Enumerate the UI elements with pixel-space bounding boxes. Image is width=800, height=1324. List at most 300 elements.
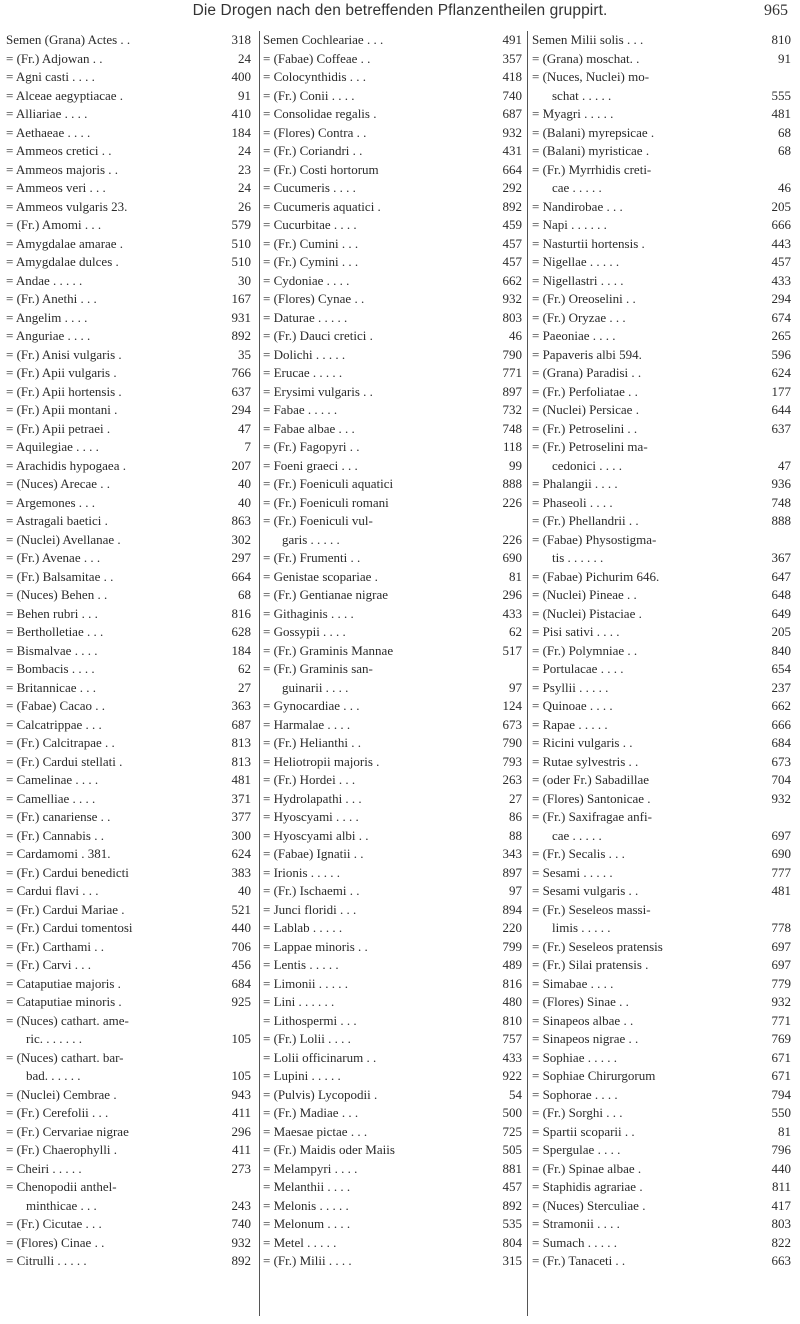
index-entry	[528, 882, 800, 901]
index-column-1	[0, 31, 259, 1316]
entry-term: = (Flores) Sinae . .	[532, 994, 629, 1009]
index-entry	[528, 309, 800, 328]
entry-page-ref: 480	[502, 994, 522, 1009]
index-entry	[260, 1197, 528, 1216]
entry-term: = (Balani) myrepsicae .	[532, 124, 655, 140]
entry-term: = Metel . . . . .	[263, 1234, 337, 1250]
entry-term: = (Nuces) cathart. bar-	[6, 1049, 124, 1065]
entry-term: = (Fr.) Cicutae . . .	[6, 1216, 102, 1231]
entry-term: = (Fr.) Spinae albae .	[532, 1160, 642, 1176]
entry-term: = Bismalvae . . . .	[6, 642, 98, 658]
entry-term: = Angelim . . . .	[6, 309, 88, 325]
entry-page-ref: 813	[231, 735, 251, 750]
entry-term: = (Fr.) Foeniculi vul-	[263, 513, 373, 528]
entry-page-ref: 357	[502, 50, 522, 66]
entry-page-ref: 690	[502, 550, 522, 565]
index-entry	[260, 623, 528, 642]
entry-term: = Fabae . . . . .	[263, 402, 338, 417]
entry-term: = Myagri . . . . .	[532, 106, 614, 121]
index-entry	[528, 31, 800, 50]
index-entry	[528, 531, 800, 550]
index-entry	[528, 790, 800, 809]
index-entry	[528, 1104, 800, 1123]
entry-page-ref: 457	[502, 1179, 522, 1194]
entry-term: = (Fr.) Avenae . . .	[6, 550, 101, 565]
entry-term: = Simabae . . . .	[532, 975, 614, 991]
entry-page-ref: 431	[502, 143, 522, 158]
index-entry	[528, 383, 800, 402]
entry-term: = Ammeos majoris . .	[6, 161, 119, 177]
entry-page-ref: 118	[502, 439, 522, 454]
index-entry	[260, 605, 528, 624]
index-entry	[260, 68, 528, 87]
entry-page-ref: 811	[771, 1179, 791, 1194]
entry-term: cae . . . . .	[552, 180, 602, 195]
index-entry	[528, 87, 800, 106]
entry-term: = Melonum . . . .	[263, 1216, 351, 1231]
entry-term: = Sesami . . . . .	[532, 864, 613, 880]
entry-term: Semen Cochleariae . . .	[263, 32, 384, 47]
index-entry	[260, 734, 528, 753]
index-entry	[260, 660, 528, 679]
entry-page-ref: 54	[509, 1086, 522, 1102]
entry-term: = (Nuclei) Persicae .	[532, 402, 639, 417]
index-entry	[0, 216, 259, 235]
entry-page-ref: 673	[502, 716, 522, 732]
entry-term: = (Nuces, Nuclei) mo-	[532, 69, 650, 84]
entry-page-ref: 664	[231, 568, 251, 584]
index-entry	[0, 1104, 259, 1123]
entry-term: = (Fr.) Cardui Mariae .	[6, 901, 125, 917]
entry-term: = (Grana) Paradisi . .	[532, 365, 642, 380]
entry-term: = (Fr.) Perfoliatae . .	[532, 383, 638, 399]
entry-page-ref: 690	[771, 846, 791, 861]
entry-page-ref: 644	[771, 402, 791, 417]
entry-term: = (Fabae) Ignatii . .	[263, 846, 364, 861]
index-entry	[260, 179, 528, 198]
index-entry	[528, 1197, 800, 1216]
entry-term: = Anguriae . . . .	[6, 328, 91, 343]
index-entry	[260, 919, 528, 938]
index-entry	[528, 827, 800, 846]
entry-term: = Phalangii . . . .	[532, 476, 618, 491]
entry-term: = Citrulli . . . . .	[6, 1253, 87, 1268]
entry-term: = Amygdalae dulces .	[6, 254, 119, 269]
entry-page-ref: 457	[502, 235, 522, 251]
index-entry	[528, 549, 800, 568]
entry-term: = Quinoae . . . .	[532, 698, 613, 713]
entry-term: = Nigellae . . . . .	[532, 254, 620, 269]
entry-page-ref: 184	[231, 642, 251, 658]
entry-page-ref: 411	[231, 1142, 251, 1157]
entry-page-ref: 177	[771, 383, 791, 399]
index-entry	[260, 1104, 528, 1123]
entry-term: = Nigellastri . . . .	[532, 272, 624, 288]
index-entry	[260, 975, 528, 994]
entry-page-ref: 167	[231, 291, 251, 306]
page-title: Die Drogen nach den betreffenden Pflanzentheilen gruppirt.	[192, 2, 608, 19]
entry-term: = (oder Fr.) Sabadillae	[532, 772, 650, 787]
entry-page-ref: 931	[231, 309, 251, 325]
index-entry	[0, 68, 259, 87]
entry-page-ref: 40	[238, 883, 251, 898]
index-entry	[528, 1086, 800, 1105]
entry-term: = Sinapeos albae . .	[532, 1012, 634, 1028]
entry-page-ref: 46	[509, 328, 522, 343]
index-entry	[528, 1123, 800, 1142]
entry-term: = Aethaeae . . . .	[6, 124, 91, 140]
entry-term: = Sinapeos nigrae . .	[532, 1031, 639, 1046]
index-entry	[0, 401, 259, 420]
entry-page-ref: 932	[502, 291, 522, 306]
entry-page-ref: 804	[502, 1234, 522, 1250]
entry-term: = (Fr.) Coriandri . .	[263, 143, 363, 158]
index-entry	[528, 901, 800, 920]
entry-page-ref: 68	[778, 143, 791, 158]
entry-term: = (Flores) Contra . .	[263, 124, 367, 140]
entry-page-ref: 932	[502, 124, 522, 140]
entry-page-ref: 296	[231, 1123, 251, 1139]
entry-term: = Bombacis . . . .	[6, 661, 95, 676]
entry-term: = (Fr.) Fagopyri . .	[263, 439, 360, 454]
entry-term: = Agni casti . . . .	[6, 69, 95, 84]
index-entry	[260, 938, 528, 957]
entry-page-ref: 505	[502, 1142, 522, 1157]
entry-page-ref: 440	[771, 1160, 791, 1176]
entry-page-ref: 105	[231, 1031, 251, 1046]
entry-term: = (Flores) Santonicae .	[532, 790, 651, 806]
entry-term: = Harmalae . . . .	[263, 716, 351, 732]
entry-page-ref: 510	[231, 235, 251, 251]
entry-page-ref: 23	[238, 161, 251, 177]
index-entry	[0, 919, 259, 938]
index-entry	[260, 1067, 528, 1086]
index-entry	[528, 1030, 800, 1049]
entry-page-ref: 796	[771, 1142, 791, 1157]
entry-term: = Cucumeris . . . .	[263, 180, 356, 195]
index-entry	[0, 272, 259, 291]
index-entry	[0, 808, 259, 827]
index-entry	[260, 753, 528, 772]
entry-term: = Calcatrippae . . .	[6, 716, 102, 732]
entry-term: = Cydoniae . . . .	[263, 272, 350, 288]
entry-page-ref: 881	[502, 1160, 522, 1176]
index-entry	[260, 1049, 528, 1068]
index-column-3	[527, 31, 800, 1316]
entry-page-ref: 579	[231, 217, 251, 232]
entry-term: = (Fr.) Carthami . .	[6, 938, 104, 954]
entry-page-ref: 35	[238, 346, 251, 362]
entry-page-ref: 654	[771, 661, 791, 676]
entry-page-ref: 220	[502, 920, 522, 935]
index-entry	[528, 956, 800, 975]
entry-page-ref: 596	[771, 346, 791, 362]
entry-page-ref: 637	[231, 383, 251, 399]
index-entry	[0, 512, 259, 531]
entry-term: = (Fr.) Apii petraei .	[6, 420, 111, 436]
entry-term: = Lini . . . . . .	[263, 994, 335, 1009]
entry-term: = Spartii scoparii . .	[532, 1123, 635, 1139]
entry-term: = Cataputiae majoris .	[6, 975, 121, 991]
entry-page-ref: 226	[502, 531, 522, 547]
entry-page-ref: 273	[231, 1160, 251, 1176]
index-entry	[0, 1160, 259, 1179]
index-entry	[528, 216, 800, 235]
index-entry	[260, 401, 528, 420]
entry-page-ref: 748	[502, 420, 522, 436]
index-entry	[260, 272, 528, 291]
index-entry	[0, 198, 259, 217]
entry-page-ref: 794	[771, 1086, 791, 1102]
entry-term: = Genistae scopariae .	[263, 568, 378, 584]
index-entry	[260, 697, 528, 716]
entry-page-ref: 459	[502, 217, 522, 232]
index-entry	[0, 623, 259, 642]
entry-page-ref: 706	[231, 938, 251, 954]
entry-term: = (Pulvis) Lycopodii .	[263, 1086, 378, 1102]
index-entry	[260, 1141, 528, 1160]
entry-term: = Ammeos vulgaris 23.	[6, 198, 128, 214]
index-entry	[528, 771, 800, 790]
index-entry	[0, 1141, 259, 1160]
entry-term: = Napi . . . . . .	[532, 217, 607, 232]
index-entry	[0, 660, 259, 679]
entry-page-ref: 936	[771, 476, 791, 491]
entry-term: = Lentis . . . . .	[263, 957, 339, 972]
entry-page-ref: 343	[502, 846, 522, 861]
entry-term: = (Fr.) Cumini . . .	[263, 235, 359, 251]
entry-term: = Lappae minoris . .	[263, 938, 368, 954]
index-entry	[528, 512, 800, 531]
index-entry	[260, 87, 528, 106]
index-entry	[0, 1215, 259, 1234]
entry-page-ref: 207	[231, 457, 251, 473]
index-entry	[260, 383, 528, 402]
entry-term: = Hyoscyami albi . .	[263, 827, 369, 843]
entry-term: = (Fr.) Carvi . . .	[6, 957, 91, 972]
entry-page-ref: 68	[238, 587, 251, 602]
entry-term: = (Fr.) Apii montani .	[6, 402, 118, 417]
entry-page-ref: 816	[502, 975, 522, 991]
index-entry	[260, 586, 528, 605]
entry-term: = Ammeos veri . . .	[6, 180, 106, 195]
entry-page-ref: 662	[771, 698, 791, 713]
entry-term: = Aquilegiae . . . .	[6, 439, 99, 454]
index-entry	[528, 1049, 800, 1068]
index-entry	[260, 642, 528, 661]
entry-page-ref: 26	[238, 198, 251, 214]
entry-page-ref: 62	[509, 624, 522, 639]
index-entry	[0, 475, 259, 494]
index-entry	[260, 309, 528, 328]
entry-term: = Camelliae . . . .	[6, 790, 96, 806]
index-entry	[0, 1067, 259, 1086]
entry-page-ref: 88	[509, 827, 522, 843]
index-entry	[0, 605, 259, 624]
entry-term: = (Fabae) Physostigma-	[532, 531, 657, 547]
entry-term: = Rutae sylvestris . .	[532, 753, 639, 769]
index-entry	[0, 161, 259, 180]
index-entry	[0, 827, 259, 846]
entry-page-ref: 892	[502, 198, 522, 214]
entry-term: = Sophiae . . . . .	[532, 1049, 617, 1065]
index-entry	[260, 679, 528, 698]
entry-term: = (Nuces) Sterculiae .	[532, 1197, 646, 1213]
entry-page-ref: 24	[238, 180, 251, 195]
entry-term: Semen (Grana) Actes . .	[6, 32, 131, 47]
entry-term: = Stramonii . . . .	[532, 1216, 620, 1231]
entry-page-ref: 932	[771, 994, 791, 1009]
entry-page-ref: 377	[231, 809, 251, 824]
entry-page-ref: 925	[231, 994, 251, 1009]
entry-term: = Sophiae Chirurgorum	[532, 1068, 656, 1083]
entry-page-ref: 816	[231, 605, 251, 621]
entry-page-ref: 81	[509, 568, 522, 584]
entry-page-ref: 237	[771, 679, 791, 695]
entry-page-ref: 47	[778, 457, 791, 473]
entry-term: = Lithospermi . . .	[263, 1012, 357, 1028]
index-entry	[260, 1012, 528, 1031]
index-entry	[528, 494, 800, 513]
index-entry	[0, 568, 259, 587]
entry-term: = Britannicae . . .	[6, 679, 96, 695]
entry-term: = (Fr.) Chaerophylli .	[6, 1142, 117, 1157]
index-entry	[260, 568, 528, 587]
index-entry	[0, 50, 259, 69]
entry-page-ref: 263	[502, 772, 522, 787]
entry-page-ref: 748	[771, 494, 791, 510]
index-entry	[528, 68, 800, 87]
entry-term: = Maesae pictae . . .	[263, 1123, 368, 1139]
index-entry	[528, 660, 800, 679]
index-entry	[0, 364, 259, 383]
index-entry	[0, 882, 259, 901]
entry-page-ref: 62	[238, 661, 251, 676]
index-entry	[0, 179, 259, 198]
entry-page-ref: 81	[778, 1123, 791, 1139]
entry-term: = Cucumeris aquatici .	[263, 198, 381, 214]
index-entry	[528, 623, 800, 642]
entry-term: = (Nuces) Behen . .	[6, 587, 108, 602]
entry-page-ref: 863	[231, 513, 251, 528]
entry-page-ref: 725	[502, 1123, 522, 1139]
index-entry	[260, 105, 528, 124]
entry-page-ref: 367	[771, 550, 791, 565]
entry-page-ref: 500	[502, 1105, 522, 1120]
entry-term: = Junci floridi . . .	[263, 901, 357, 917]
entry-term: = (Nuclei) Pineae . .	[532, 587, 637, 602]
index-entry	[0, 549, 259, 568]
entry-term: = (Fr.) Graminis Mannae	[263, 642, 394, 658]
index-entry	[260, 993, 528, 1012]
entry-page-ref: 687	[231, 716, 251, 732]
index-entry	[528, 845, 800, 864]
index-entry	[528, 142, 800, 161]
index-entry	[0, 771, 259, 790]
entry-page-ref: 300	[231, 827, 251, 843]
entry-term: = Hydrolapathi . . .	[263, 790, 362, 806]
entry-page-ref: 766	[231, 365, 251, 380]
entry-page-ref: 793	[502, 753, 522, 769]
index-entry	[528, 753, 800, 772]
index-entry	[528, 1178, 800, 1197]
index-entry	[0, 753, 259, 772]
entry-page-ref: 624	[771, 365, 791, 380]
entry-page-ref: 433	[502, 605, 522, 621]
entry-term: = (Fr.) Cardui stellati .	[6, 753, 123, 769]
index-entry	[0, 1252, 259, 1271]
entry-term: = (Fr.) Costi hortorum	[263, 161, 379, 177]
entry-page-ref: 443	[771, 235, 791, 251]
index-entry	[0, 87, 259, 106]
entry-term: = Heliotropii majoris .	[263, 753, 380, 769]
index-entry	[0, 642, 259, 661]
entry-term: = Spergulae . . . .	[532, 1142, 621, 1157]
entry-page-ref: 771	[771, 1012, 791, 1028]
entry-term: = (Fr.) Lolii . . . .	[263, 1031, 351, 1046]
entry-page-ref: 822	[771, 1234, 791, 1250]
index-entry	[0, 938, 259, 957]
index-entry	[528, 993, 800, 1012]
entry-term: = Melonis . . . . .	[263, 1197, 349, 1213]
entry-page-ref: 411	[231, 1105, 251, 1120]
entry-page-ref: 778	[771, 920, 791, 935]
entry-term: = Arachidis hypogaea .	[6, 457, 126, 473]
entry-page-ref: 740	[502, 87, 522, 103]
index-entry	[528, 642, 800, 661]
entry-term: = Alliariae . . . .	[6, 106, 88, 121]
index-entry	[0, 327, 259, 346]
index-entry	[528, 1160, 800, 1179]
entry-page-ref: 24	[238, 50, 251, 66]
index-entry	[0, 142, 259, 161]
index-entry	[260, 253, 528, 272]
entry-page-ref: 105	[231, 1068, 251, 1083]
index-entry	[260, 161, 528, 180]
entry-page-ref: 294	[231, 402, 251, 417]
entry-term: = Nasturtii hortensis .	[532, 235, 645, 251]
entry-page-ref: 662	[502, 272, 522, 288]
index-entry	[0, 253, 259, 272]
index-entry	[0, 346, 259, 365]
index-entry	[528, 327, 800, 346]
entry-term: = (Fr.) Silai pratensis .	[532, 957, 649, 972]
index-entry	[260, 1252, 528, 1271]
index-entry	[528, 364, 800, 383]
index-entry	[0, 790, 259, 809]
index-entry	[0, 1049, 259, 1068]
entry-term: = Githaginis . . . .	[263, 605, 354, 621]
page-number: 965	[764, 2, 788, 19]
index-entry	[260, 716, 528, 735]
entry-term: schat . . . . .	[552, 87, 612, 103]
entry-page-ref: 932	[771, 790, 791, 806]
entry-page-ref: 663	[771, 1253, 791, 1268]
entry-term: = Limonii . . . . .	[263, 975, 348, 991]
entry-page-ref: 456	[231, 957, 251, 972]
index-entry	[528, 1215, 800, 1234]
entry-term: = Bertholletiae . . .	[6, 624, 104, 639]
entry-page-ref: 740	[231, 1216, 251, 1231]
entry-term: = Rapae . . . . .	[532, 716, 608, 732]
entry-page-ref: 757	[502, 1031, 522, 1046]
entry-term: = (Fr.) Hordei . . .	[263, 772, 356, 787]
entry-term: = (Fr.) Maidis oder Maiis	[263, 1142, 395, 1157]
index-entry	[260, 1160, 528, 1179]
entry-term: = Cardamomi . 381.	[6, 846, 111, 861]
index-entry	[0, 235, 259, 254]
entry-term: = (Fr.) Seseleos pratensis	[532, 938, 663, 954]
